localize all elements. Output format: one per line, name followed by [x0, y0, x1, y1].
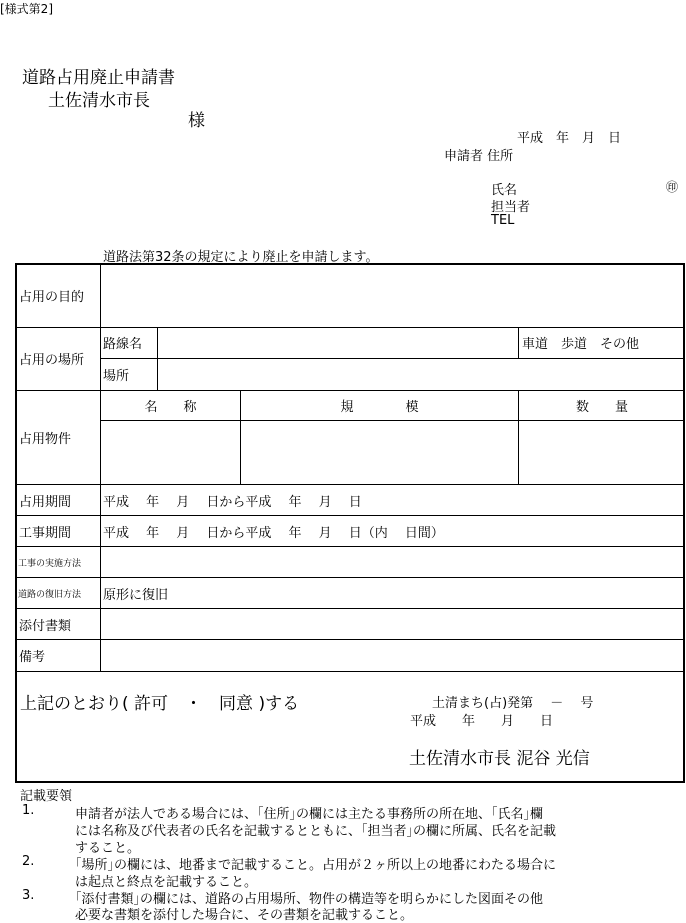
note-line: は起点と終点を記載すること。	[75, 875, 258, 890]
objects-label: 占用物件	[19, 431, 72, 447]
restore-method-label: 道路の復旧方法	[18, 589, 82, 600]
person-in-charge-label: 担当者	[491, 200, 531, 215]
column-quantity-header: 数 量	[575, 399, 628, 415]
seal-mark: ㊞	[666, 180, 679, 194]
addressee: 土佐清水市長	[48, 91, 150, 111]
honorific: 様	[188, 111, 205, 131]
place-label: 場所	[103, 369, 130, 384]
column-name-header: 名 称	[144, 399, 197, 415]
applicant-address-label: 申請者 住所	[444, 149, 514, 164]
note-line: ｢場所｣の欄には、地番まで記載すること。占用が２ヶ所以上の地番にわたる場合に	[75, 858, 557, 873]
location-label: 占用の場所	[19, 353, 85, 368]
approval-date: 平成 年 月 日	[410, 714, 554, 729]
tel-label: TEL	[491, 213, 515, 228]
note-line: 申請者が法人である場合には、｢住所｣の欄には主たる事務所の所在地、｢氏名｣欄	[75, 807, 544, 822]
notes-heading: 記載要領	[20, 789, 73, 804]
purpose-label: 占用の目的	[19, 290, 85, 305]
road-type-options: 車道 歩道 その他	[522, 337, 640, 352]
intro-text: 道路法第32条の規定により廃止を申請します。	[103, 250, 379, 265]
column-scale-header: 規 模	[340, 399, 419, 415]
note-line: には名称及び代表者の氏名を記載するとともに、｢担当者｣の欄に所属、氏名を記載	[75, 824, 557, 839]
note-line: すること。	[75, 841, 141, 856]
form-title: 道路占用廃止申請書	[22, 68, 175, 88]
approval-statement: 上記のとおり( 許可 ・ 同意 )する	[20, 694, 300, 714]
remarks-label: 備考	[19, 650, 46, 665]
work-period-label: 工事期間	[19, 525, 72, 541]
approval-signer: 土佐清水市長 泥谷 光信	[409, 749, 590, 769]
note-line: ｢添付書類｣の欄には、道路の占用場所、物件の構造等を明らかにした図面その他	[75, 892, 544, 907]
restore-method-value: 原形に復旧	[103, 587, 169, 603]
name-label: 氏名	[491, 183, 518, 198]
work-period-value: 平成 年 月 日から平成 年 月 日（内 日間）	[103, 525, 444, 541]
approval-doc-number: 土清まち(占)発第 － 号	[432, 696, 594, 711]
application-date: 平成 年 月 日	[517, 131, 622, 146]
attachments-label: 添付書類	[19, 618, 72, 634]
period-label: 占用期間	[19, 494, 72, 510]
note-number: 2.	[22, 854, 35, 869]
form-number: [様式第2]	[0, 2, 53, 16]
route-name-label: 路線名	[103, 337, 143, 352]
note-line: 必要な書類を添付した場合に、その書類を記載すること。	[75, 908, 414, 923]
note-number: 3.	[22, 888, 35, 903]
work-method-label: 工事の実施方法	[18, 558, 82, 569]
note-number: 1.	[22, 803, 35, 818]
period-value: 平成 年 月 日から平成 年 月 日	[103, 494, 362, 510]
